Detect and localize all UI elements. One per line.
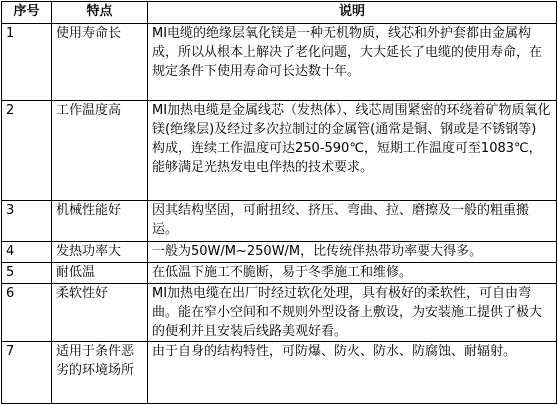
- row-number: 4: [2, 242, 52, 263]
- row-number: 2: [2, 101, 52, 201]
- row-number: 1: [2, 24, 52, 101]
- header-number: 序号: [2, 2, 52, 24]
- header-row: [2, 2, 557, 24]
- features-table: [1, 1, 557, 404]
- table-row: [2, 101, 557, 201]
- row-feature: 工作温度高: [52, 101, 148, 201]
- row-feature: 耐低温: [52, 263, 148, 284]
- row-description: 一般为50W/M~250W/M，比传统伴热带功率要大得多。: [148, 242, 557, 263]
- row-feature: 适用于条件恶劣的环境场所: [52, 342, 148, 404]
- table-row: [2, 24, 557, 101]
- row-description: 在低温下施工不脆断，易于冬季施工和维修。: [148, 263, 557, 284]
- header-feature: 特点: [52, 2, 148, 24]
- row-feature: 发热功率大: [52, 242, 148, 263]
- row-description: 因其结构坚固，可耐扭绞、挤压、弯曲、拉、磨擦及一般的粗重搬运。: [148, 201, 557, 242]
- header-description: 说明: [148, 2, 557, 24]
- row-feature: 柔软性好: [52, 284, 148, 342]
- table-row: [2, 263, 557, 284]
- table-row: [2, 201, 557, 242]
- row-description: MI加热电缆是金属线芯（发热体）、线芯周围紧密的环绕着矿物质氧化镁(绝缘层)及经过多次拉制过的金属管(通常是铜、钢或是不锈钢等) 构成，连续工作温度可达250-590℃，短期工作温度可至1083℃，能够满足光热发电电伴热的技术要求。: [148, 101, 557, 201]
- table-row: [2, 342, 557, 404]
- row-number: 6: [2, 284, 52, 342]
- row-number: 7: [2, 342, 52, 404]
- row-description: MI电缆的绝缘层氧化镁是一种无机物质，线芯和外护套都由金属构成，所以从根本上解决了老化问题，大大延长了电缆的使用寿命，在规定条件下使用寿命可长达数十年。: [148, 24, 557, 101]
- row-number: 3: [2, 201, 52, 242]
- row-feature: 机械性能好: [52, 201, 148, 242]
- table-row: [2, 242, 557, 263]
- row-description: MI加热电缆在出厂时经过软化处理，具有极好的柔软性，可自由弯曲。能在窄小空间和不规则外型设备上敷设，为安装施工提供了极大的便利并且安装后线路美观好看。: [148, 284, 557, 342]
- row-description: 由于自身的结构特性，可防爆、防火、防水、防腐蚀、耐辐射。: [148, 342, 557, 404]
- table-row: [2, 284, 557, 342]
- row-number: 5: [2, 263, 52, 284]
- row-feature: 使用寿命长: [52, 24, 148, 101]
